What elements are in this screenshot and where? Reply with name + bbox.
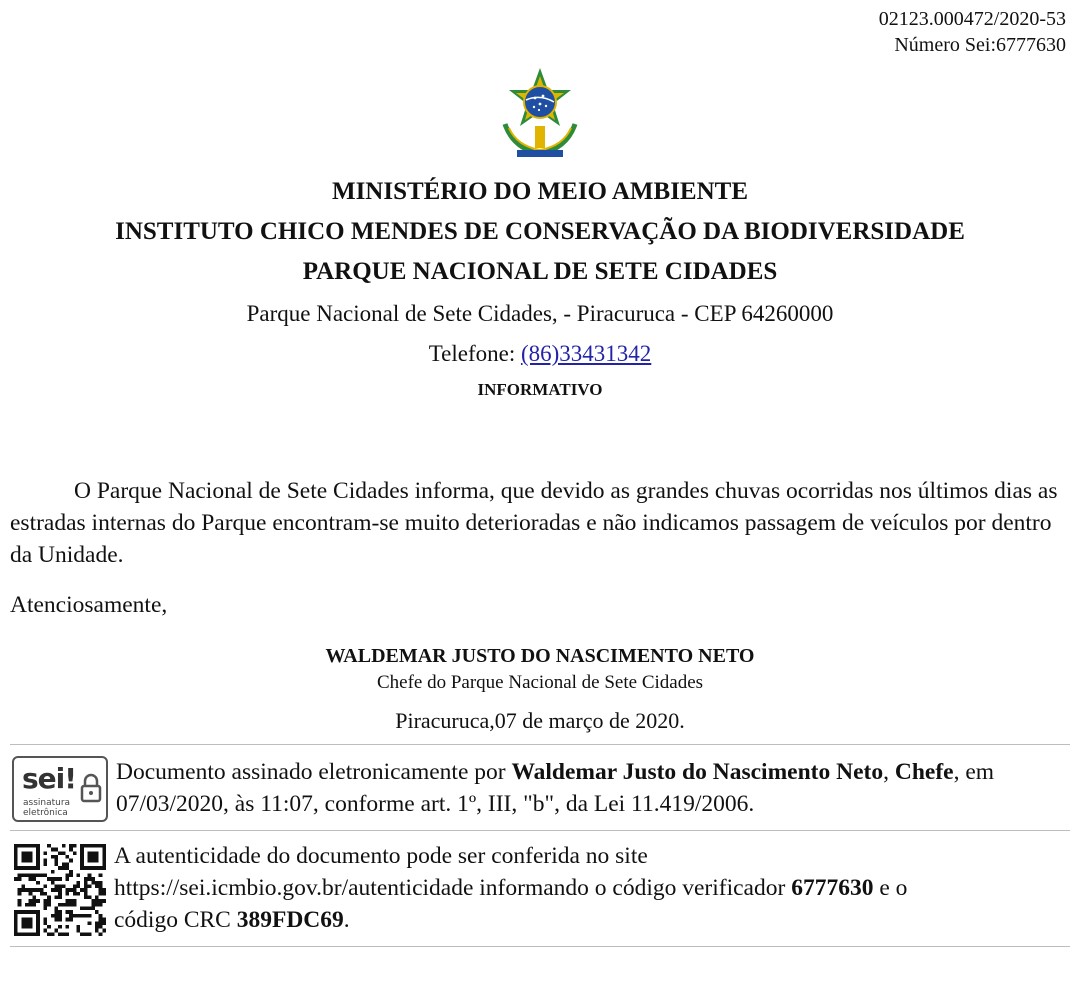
sei-seal-text: sei! xyxy=(22,762,77,795)
letterhead xyxy=(0,172,1080,374)
sei-number: Número Sei:6777630 xyxy=(894,34,1066,56)
qr-code-icon xyxy=(14,844,106,936)
address: Parque Nacional de Sete Cidades, - Piracuruca - CEP 64260000 xyxy=(246,301,834,326)
document-type: INFORMATIVO xyxy=(477,380,603,399)
phone-label: Telefone: xyxy=(428,341,521,366)
place-date: Piracuruca,07 de março de 2020. xyxy=(395,708,685,733)
divider xyxy=(10,744,1070,745)
phone-line xyxy=(0,334,1080,374)
lock-icon xyxy=(80,772,102,804)
crc-code: 389FDC69 xyxy=(236,907,344,933)
coat-of-arms-icon xyxy=(495,66,585,162)
document-reference xyxy=(879,6,1066,58)
authenticity-statement xyxy=(114,840,1072,936)
phone-link[interactable]: (86)33431342 xyxy=(520,341,652,366)
authenticity-line-1: A autenticidade do documento pode ser conferida no site xyxy=(114,843,648,869)
institute-name: INSTITUTO CHICO MENDES DE CONSERVAÇÃO DA BIODIVERSIDADE xyxy=(115,218,965,245)
signature-signer-name: Waldemar Justo do Nascimento Neto xyxy=(511,759,884,785)
body-paragraph: O Parque Nacional de Sete Cidades informa, que devido as grandes chuvas ocorridas nos últimos dias as estradas internas do Parque encontram-se muito deterioradas e não indicamos passagem de veículos por dentro da Unidade. xyxy=(10,478,1058,568)
signature-signer-role: Chefe xyxy=(894,759,954,785)
sei-seal-icon xyxy=(12,756,108,822)
verifier-code: 6777630 xyxy=(791,875,874,901)
process-number: 02123.000472/2020-53 xyxy=(878,8,1066,30)
signer-block xyxy=(0,642,1080,736)
park-name: PARQUE NACIONAL DE SETE CIDADES xyxy=(302,258,778,285)
authenticity-line-3: código CRC 389FDC69. xyxy=(114,907,350,933)
authenticity-line-2: https://sei.icmbio.gov.br/autenticidade informando o código verificador 6777630 e o xyxy=(114,875,908,901)
divider xyxy=(10,830,1070,831)
signer-name: WALDEMAR JUSTO DO NASCIMENTO NETO xyxy=(325,645,755,667)
divider xyxy=(10,946,1070,947)
authenticity-block xyxy=(10,840,1072,940)
ministry-name: MINISTÉRIO DO MEIO AMBIENTE xyxy=(331,178,749,205)
electronic-signature-block xyxy=(10,754,1072,828)
signature-statement: Documento assinado eletronicamente por Waldemar Justo do Nascimento Neto, Chefe, em 07/03/2020, às 11:07, conforme art. 1º, III, "b", da Lei 11.419/2006. xyxy=(116,759,995,817)
closing-salutation: Atenciosamente, xyxy=(10,592,168,618)
sei-seal-subtext: assinatura eletrônica xyxy=(23,798,71,818)
signer-role: Chefe do Parque Nacional de Sete Cidades xyxy=(376,672,704,693)
